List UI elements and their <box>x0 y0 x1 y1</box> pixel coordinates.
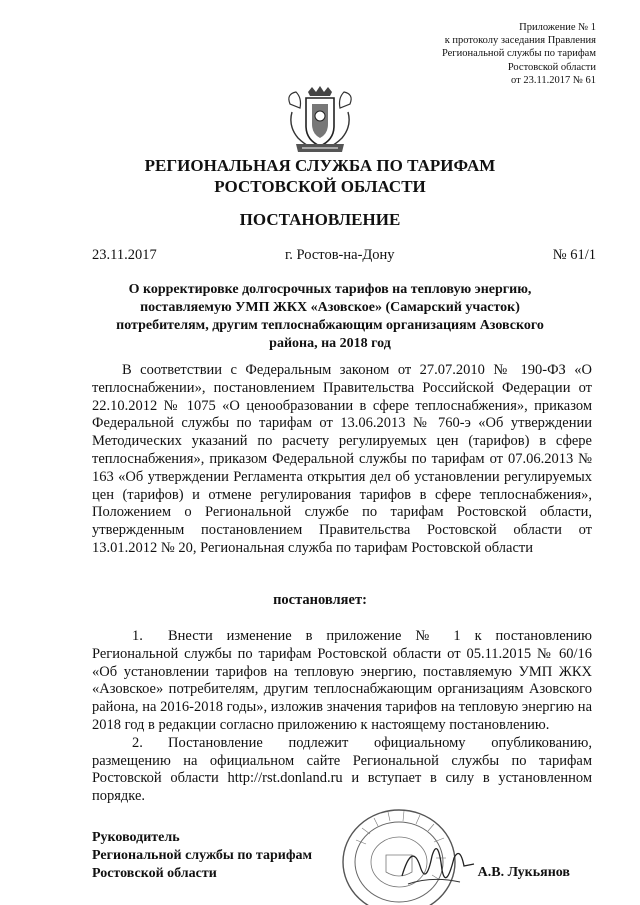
signature-title-line: Региональной службы по тарифам <box>92 848 313 863</box>
document-type: ПОСТАНОВЛЕНИЕ <box>239 210 401 229</box>
decree-item <box>92 628 592 735</box>
decree-item <box>92 735 592 806</box>
item-text: Постановление подлежит официальному опубликованию, размещению на официальном сайте Региональной службы по тарифам Ростовской области http://rst.donland.ru и вступает в силу в установленном порядке. <box>92 734 592 805</box>
appendix-line: к протоколу заседания Правления <box>444 35 596 47</box>
appendix-note <box>442 21 596 87</box>
coat-of-arms-icon <box>282 86 358 156</box>
signature-icon <box>398 836 478 896</box>
item-number: 2. <box>132 734 143 751</box>
document-date: 23.11.2017 <box>92 247 157 263</box>
document-number: № 61/1 <box>552 247 596 263</box>
appendix-line: Региональной службы по тарифам <box>441 48 596 60</box>
preamble-block <box>92 362 592 558</box>
document-subject <box>100 281 560 353</box>
item-number: 1. <box>132 628 143 644</box>
signatory-name: А.В. Лукьянов <box>477 865 570 880</box>
decree-items <box>92 628 592 806</box>
decree-word: постановляет: <box>273 592 367 608</box>
organization-line: РОСТОВСКОЙ ОБЛАСТИ <box>214 177 426 196</box>
appendix-line: Приложение № 1 <box>519 22 596 33</box>
subject-line: потребителям, другим теплоснабжающим организациям Азовского <box>116 318 544 333</box>
signature-title-line: Руководитель <box>92 830 180 845</box>
subject-line: района, на 2018 год <box>269 336 391 351</box>
signature-title-line: Ростовской области <box>92 866 217 881</box>
document-city: г. Ростов-на-Дону <box>285 247 395 263</box>
signature-title <box>92 829 312 883</box>
subject-line: О корректировке долгосрочных тарифов на тепловую энергию, <box>128 282 532 297</box>
subject-line: поставляемую УМП ЖКХ «Азовское» (Самарский участок) <box>140 300 520 315</box>
preamble-text: В соответствии с Федеральным законом от 27.07.2010 № 190-ФЗ «О теплоснабжении», постановлением Правительства Российской Федерации от 22.10.2012 № 1075 «О ценообразовании в сфере теплоснабжения», приказом Федеральной службы по тарифам от 13.06.2013 № 760-э «Об утверждении Методических указаний по расчету регулируемых цен (тарифов) в сфере теплоснабжения», приказом Федеральной службы по тарифам от 07.06.2013 № 163 «Об утверждении Регламента открытия дел об установлении регулируемых цен (тарифов) и отмене регулирования тарифов в сфере теплоснабжения», Положением о Региональной службе по тарифам Ростовской области, утвержденным постановлением Правительства Ростовской области от 13.01.2012 № 20, Региональная служба по тарифам Ростовской области <box>92 362 592 556</box>
organization-line: РЕГИОНАЛЬНАЯ СЛУЖБА ПО ТАРИФАМ <box>144 156 496 175</box>
organization-name <box>0 155 640 197</box>
item-text: Внести изменение в приложение № 1 к постановлению Региональной службы по тарифам Ростовской области от 05.11.2015 № 60/16 «Об установлении тарифов на тепловую энергию, поставляемую УМП ЖКХ «Азовское» потребителям, другим теплоснабжающим организациям Азовского района, на 2016-2018 годы», изложив значения тарифов на тепловую энергию на 2018 год в редакции согласно приложению к настоящему постановлению. <box>92 628 592 733</box>
appendix-line: от 23.11.2017 № 61 <box>511 74 596 86</box>
appendix-line: Ростовской области <box>507 61 596 73</box>
